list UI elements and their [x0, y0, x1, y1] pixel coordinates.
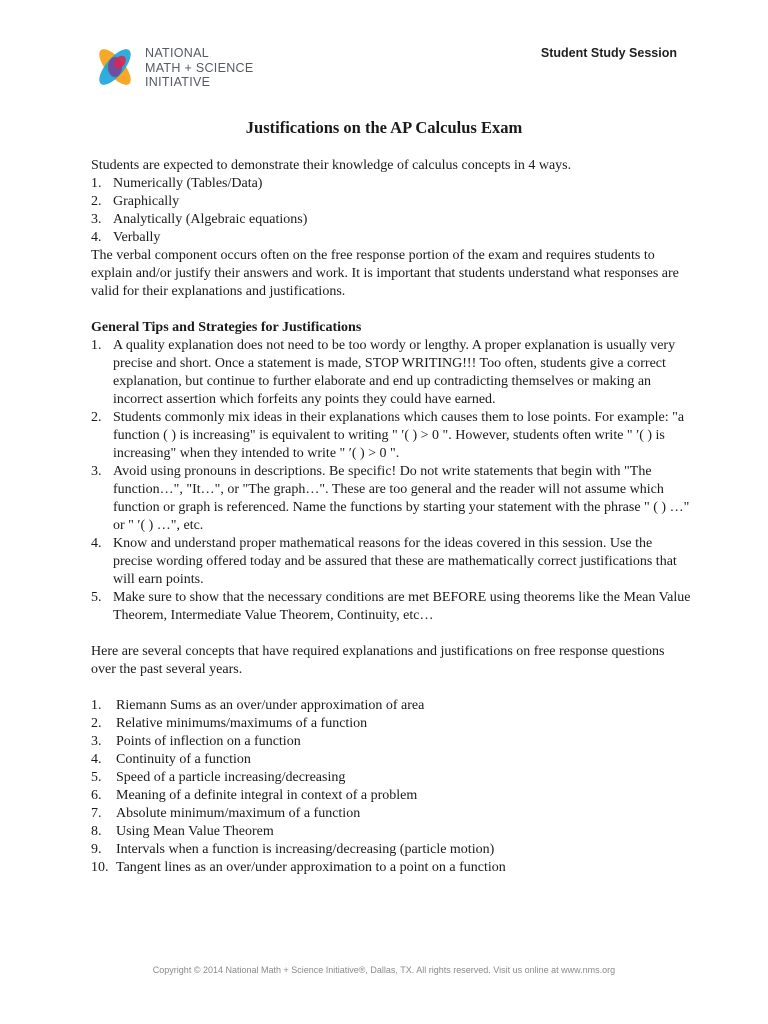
- logo-line-2: MATH + SCIENCE: [145, 60, 254, 75]
- list-item: [91, 409, 691, 463]
- list-number: 6.: [91, 788, 102, 803]
- document-body: [91, 157, 691, 877]
- list-text: Verbally: [113, 230, 161, 245]
- nms-logo: [93, 44, 254, 92]
- list-text: Analytically (Algebraic equations): [113, 212, 308, 227]
- intro-paragraph: Students are expected to demonstrate their knowledge of calculus concepts in 4 ways.: [91, 158, 572, 173]
- logo-wordmark: [145, 46, 254, 90]
- list-item: [91, 787, 691, 805]
- list-text: Points of inflection on a function: [116, 734, 301, 749]
- list-text: Tangent lines as an over/under approximation to a point on a function: [116, 860, 506, 875]
- list-number: 8.: [91, 824, 102, 839]
- list-number: 2.: [91, 716, 102, 731]
- list-number: 5.: [91, 770, 102, 785]
- list-text: Intervals when a function is increasing/decreasing (particle motion): [116, 842, 495, 857]
- list-text: Make sure to show that the necessary conditions are met BEFORE using theorems like the Mean Value Theorem, Intermediate Value Theorem, Continuity, etc…: [113, 590, 691, 623]
- concepts-intro: Here are several concepts that have required explanations and justifications on free response questions over the past several years.: [91, 644, 665, 677]
- concepts-list: [91, 697, 691, 877]
- list-number: 10.: [91, 860, 109, 875]
- list-item: [91, 733, 691, 751]
- session-label: Student Study Session: [540, 46, 677, 60]
- list-item: [91, 697, 691, 715]
- list-text: A quality explanation does not need to be too wordy or lengthy. A proper explanation is usually very precise and short. Once a statement is made, STOP WRITING!!! Too often, students give a correct explanation, but continue to further elaborate and end up contradicting themselves or making an incorrect assertion which forfeits any points they could have earned.: [113, 338, 676, 407]
- list-text: Avoid using pronouns in descriptions. Be specific! Do not write statements that begin with "The function…", "It…", or "The graph…". These are too general and the reader will not assume which function or graph is referenced. Name the functions by starting your statement with the phrase " ( ) …" or " ′( ) …", etc.: [113, 464, 690, 533]
- list-item: [91, 805, 691, 823]
- list-text: Continuity of a function: [116, 752, 251, 767]
- list-number: 7.: [91, 806, 102, 821]
- copyright-footer: Copyright © 2014 National Math + Science Initiative®, Dallas, TX. All rights reserved. Visit us online at www.nms.org: [152, 965, 616, 975]
- list-number: 4.: [91, 752, 102, 767]
- list-text: Speed of a particle increasing/decreasing: [116, 770, 346, 785]
- list-number: 3.: [91, 734, 102, 749]
- list-text: Relative minimums/maximums of a function: [116, 716, 368, 731]
- list-item: [91, 823, 691, 841]
- list-number: 1.: [91, 338, 102, 353]
- list-item: [91, 769, 691, 787]
- list-number: 2.: [91, 194, 102, 209]
- list-text: Numerically (Tables/Data): [113, 176, 263, 191]
- list-text: Absolute minimum/maximum of a function: [116, 806, 361, 821]
- logo-line-3: INITIATIVE: [145, 75, 211, 89]
- document-title: Justifications on the AP Calculus Exam: [245, 118, 523, 137]
- list-number: 9.: [91, 842, 102, 857]
- ways-list: [91, 175, 691, 247]
- logo-line-1: NATIONAL: [145, 46, 209, 60]
- list-number: 3.: [91, 464, 102, 479]
- list-item: [91, 589, 691, 625]
- nms-logo-icon: [93, 44, 141, 90]
- list-number: 3.: [91, 212, 102, 227]
- list-item: [91, 841, 691, 859]
- list-item: [91, 859, 691, 877]
- list-number: 4.: [91, 230, 102, 245]
- list-number: 1.: [91, 698, 102, 713]
- list-item: [91, 535, 691, 589]
- list-item: [91, 229, 691, 247]
- list-text: Meaning of a definite integral in context of a problem: [116, 788, 418, 803]
- list-number: 1.: [91, 176, 102, 191]
- list-item: [91, 211, 691, 229]
- list-item: [91, 463, 691, 535]
- list-text: Know and understand proper mathematical reasons for the ideas covered in this session. Use the precise wording offered today and be assured that these are mathematically correct justifications that will earn points.: [113, 536, 677, 587]
- list-text: Riemann Sums as an over/under approximation of area: [116, 698, 425, 713]
- tips-list: [91, 337, 691, 625]
- list-text: Using Mean Value Theorem: [116, 824, 274, 839]
- list-item: [91, 715, 691, 733]
- list-item: [91, 751, 691, 769]
- list-number: 5.: [91, 590, 102, 605]
- list-item: [91, 193, 691, 211]
- tips-heading: General Tips and Strategies for Justifications: [91, 320, 362, 335]
- list-item: [91, 175, 691, 193]
- verbal-paragraph: The verbal component occurs often on the free response portion of the exam and requires students to explain and/or justify their answers and work. It is important that students understand what responses are valid for their explanations and justifications.: [91, 248, 679, 299]
- list-text: Graphically: [113, 194, 180, 209]
- list-number: 4.: [91, 536, 102, 551]
- list-text: Students commonly mix ideas in their explanations which causes them to lose points. For example: "a function ( ) is increasing" is equivalent to writing " ′( ) > 0 ". However, students often write " ′( ) is increasing" when they intended to write " ′( ) > 0 ".: [113, 410, 685, 461]
- list-number: 2.: [91, 410, 102, 425]
- list-item: [91, 337, 691, 409]
